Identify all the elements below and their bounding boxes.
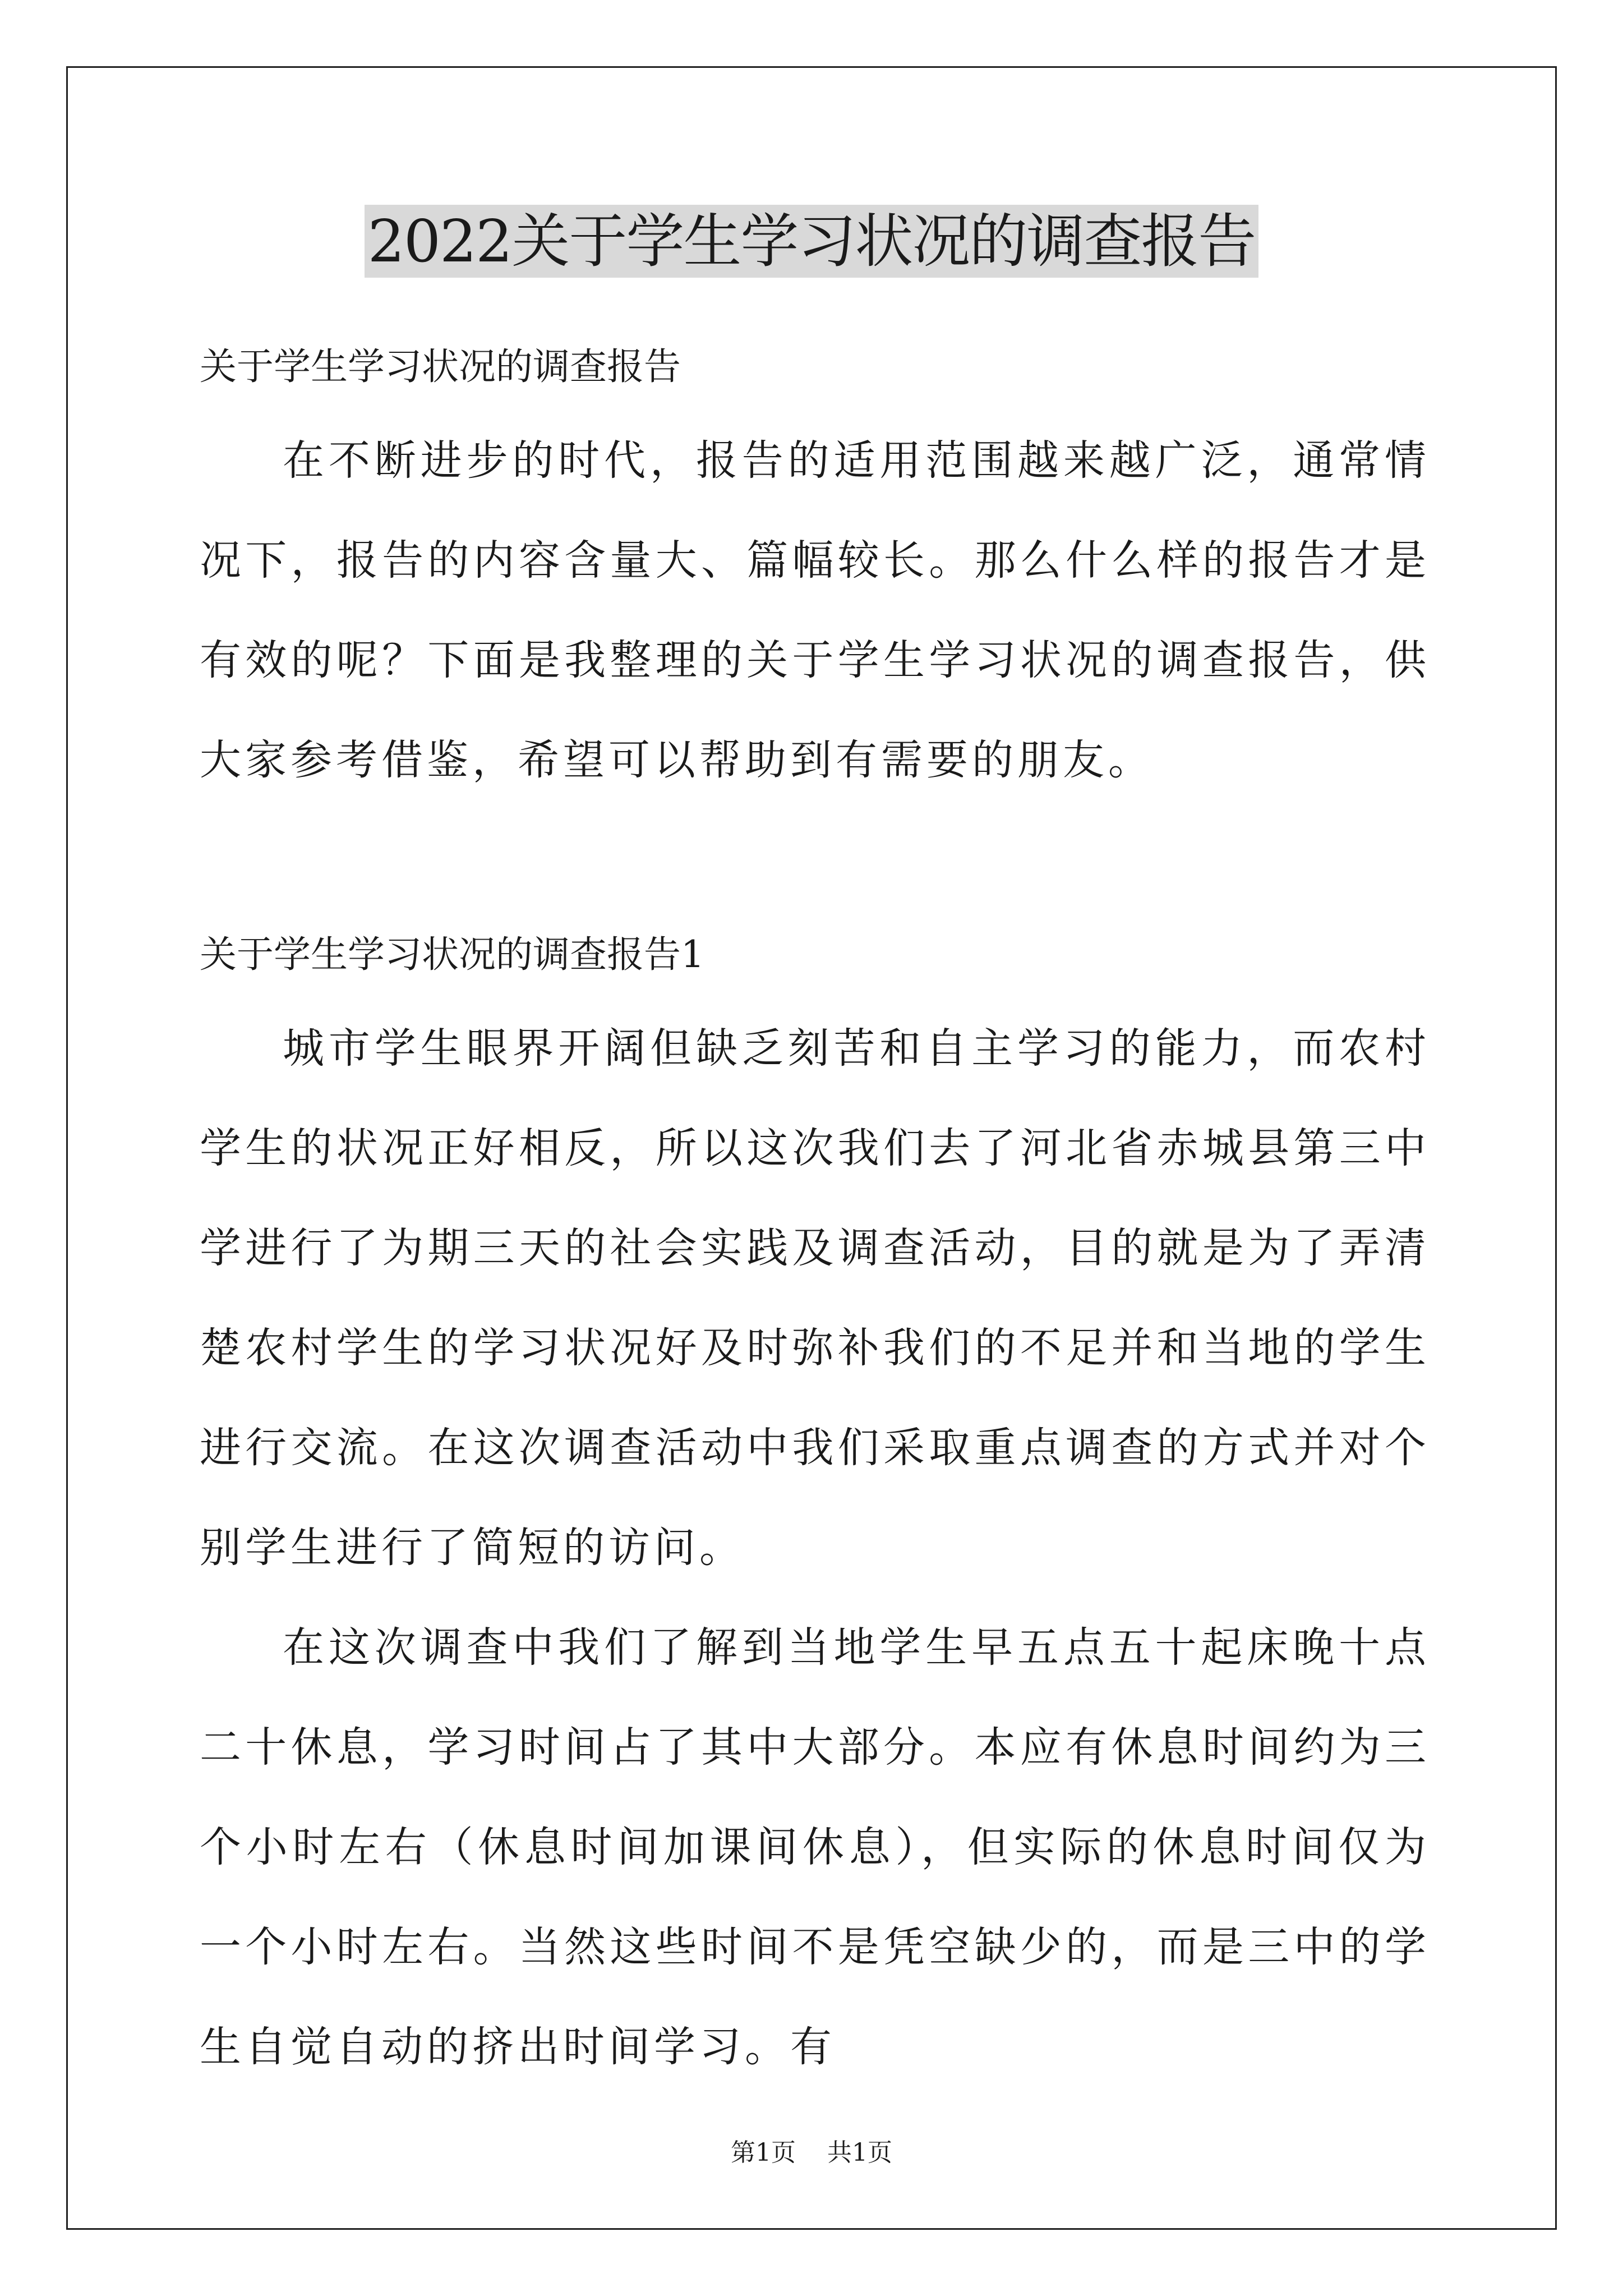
document-body [200, 332, 1430, 2097]
intro-paragraph: 在不断进步的时代，报告的适用范围越来越广泛，通常情况下，报告的内容含量大、篇幅较长。那么什么样的报告才是有效的呢？下面是我整理的关于学生学习状况的调查报告，供大家参考借鉴，希望可以帮助到有需要的朋友。 [200, 436, 1430, 784]
section-heading-1: 关于学生学习状况的调查报告1 [200, 933, 704, 976]
body-paragraph-1: 城市学生眼界开阔但缺乏刻苦和自主学习的能力，而农村学生的状况正好相反，所以这次我们去了河北省赤城县第三中学进行了为期三天的社会实践及调查活动，目的就是为了弄清楚农村学生的学习状况好及时弥补我们的不足并和当地的学生进行交流。在这次调查活动中我们采取重点调查的方式并对个别学生进行了简短的访问。 [200, 1024, 1430, 1572]
document-title-text: 2022关于学生学习状况的调查报告 [365, 205, 1259, 278]
page-number-total: 共1页 [827, 2138, 892, 2167]
page-number-current: 第1页 [731, 2138, 796, 2167]
body-paragraph-2: 在这次调查中我们了解到当地学生早五点五十起床晚十点二十休息，学习时间占了其中大部分。本应有休息时间约为三个小时左右（休息时间加课间休息），但实际的休息时间仅为一个小时左右。当然这些时间不是凭空缺少的，而是三中的学生自觉自动的挤出时间学习。有 [200, 1623, 1430, 2071]
document-title [0, 202, 1623, 280]
section-heading-intro: 关于学生学习状况的调查报告 [200, 345, 681, 388]
page-footer [0, 2136, 1623, 2170]
